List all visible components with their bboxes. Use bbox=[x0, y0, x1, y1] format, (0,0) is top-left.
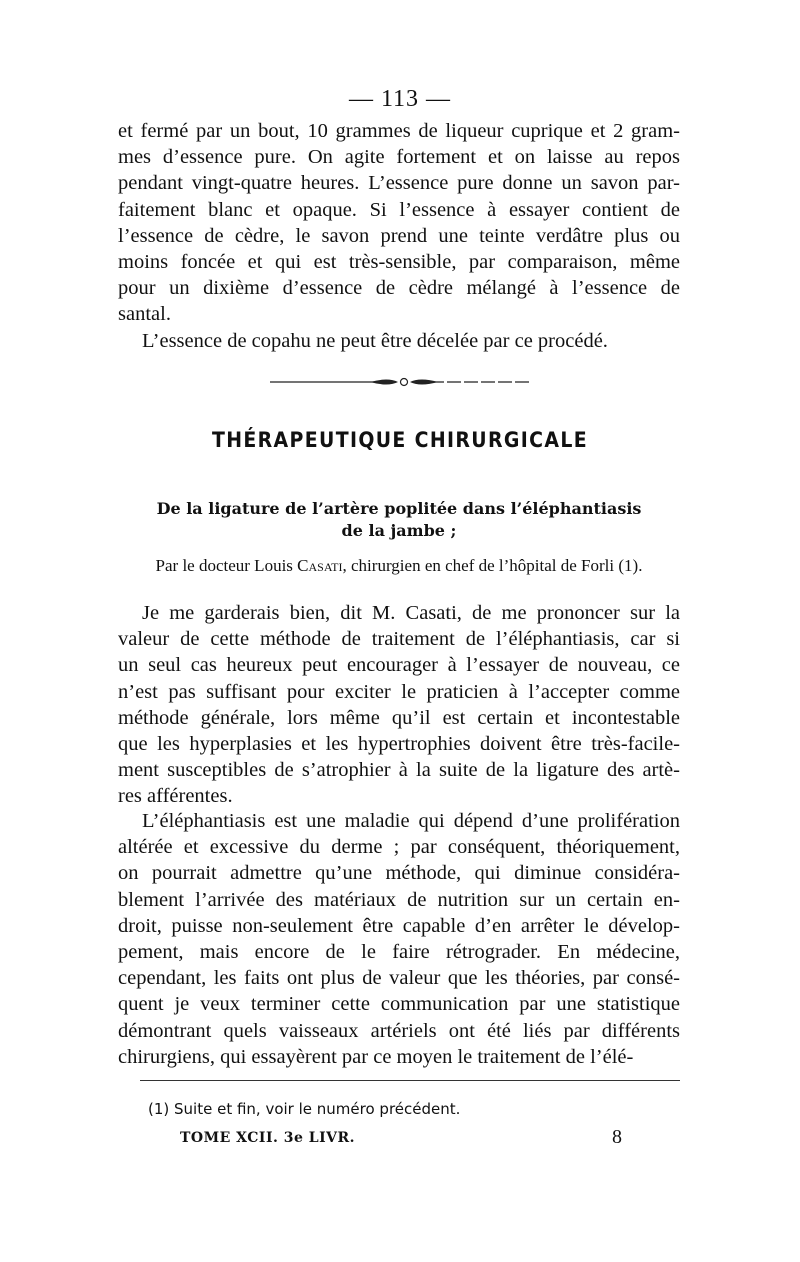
page-number: — 113 — bbox=[348, 86, 452, 112]
printer-signature: TOME XCII. 3e LIVR. bbox=[180, 1130, 356, 1146]
text-line: chirurgiens, qui essayèrent par ce moyen le traitement de l’élé- bbox=[118, 1045, 634, 1068]
text-line: valeur de cette méthode de traitement de l’éléphantiasis, car si bbox=[118, 628, 680, 651]
text-line: cependant, les faits ont plus de valeur que les théories, par consé- bbox=[118, 967, 680, 990]
ornamental-divider bbox=[270, 376, 530, 388]
text-line: pement, mais encore de le faire rétrograder. En médecine, bbox=[118, 941, 680, 964]
text-line: on pourrait admettre qu’une méthode, qui diminue considéra- bbox=[118, 862, 680, 885]
text-line: moins foncée et qui est très-sensible, par comparaison, même bbox=[118, 251, 680, 274]
text-line: l’essence de cèdre, le savon prend une teinte verdâtre plus ou bbox=[118, 224, 680, 247]
text-line: que les hyperplasies et les hypertrophies doivent être très-facile- bbox=[118, 733, 680, 756]
text-line: santal. bbox=[118, 303, 171, 326]
text-line: pour un dixième d’essence de cèdre mélangé à l’essence de bbox=[118, 277, 680, 300]
text-line: Je me garderais bien, dit M. Casati, de me prononcer sur la bbox=[142, 602, 680, 624]
section-title: THÉRAPEUTIQUE CHIRURGICALE bbox=[211, 428, 589, 452]
text-line: blement l’arrivée des matériaux de nutrition sur un certain en- bbox=[118, 888, 680, 911]
text-line: res afférentes. bbox=[118, 785, 233, 808]
text-line: altérée et excessive du derme ; par conséquent, théoriquement, bbox=[118, 836, 680, 859]
text-line: L’éléphantiasis est une maladie qui dépend d’une prolifération bbox=[142, 810, 680, 832]
text-line: et fermé par un bout, 10 grammes de liqueur cuprique et 2 gram- bbox=[118, 120, 680, 142]
text-line: démontrant quels vaisseaux artériels ont été liés par différents bbox=[118, 1019, 680, 1042]
text-line: n’est pas suffisant pour exciter le praticien à l’accepter comme bbox=[118, 680, 680, 703]
intro-paragraph bbox=[118, 118, 680, 354]
article-title-line1: De la ligature de l’artère poplitée dans l’éléphantiasis bbox=[156, 499, 642, 518]
body-paragraph-1 bbox=[118, 600, 680, 810]
text-line: méthode générale, lors même qu’il est certain et incontestable bbox=[118, 706, 680, 729]
footnote: (1) Suite et fin, voir le numéro précédent. bbox=[148, 1100, 461, 1118]
article-byline bbox=[118, 556, 680, 576]
footnote-rule bbox=[140, 1080, 680, 1081]
byline-author: Casati bbox=[297, 556, 343, 575]
byline-prefix: Par le docteur Louis bbox=[155, 556, 298, 575]
text-line: droit, puisse non-seulement être capable d’en arrêter le dévelop- bbox=[118, 914, 680, 937]
text-line: quent je veux terminer cette communication par une statistique bbox=[118, 993, 680, 1016]
article-title bbox=[118, 498, 680, 542]
text-line: pendant vingt-quatre heures. L’essence pure donne un savon par- bbox=[118, 172, 680, 195]
text-line: un seul cas heureux peut encourager à l’essayer de nouveau, ce bbox=[118, 654, 680, 677]
text-line: ment susceptibles de s’atrophier à la suite de la ligature des artè- bbox=[118, 759, 680, 782]
byline-suffix: , chirurgien en chef de l’hôpital de Forli (1). bbox=[342, 556, 643, 575]
text-line: L’essence de copahu ne peut être décelée par ce procédé. bbox=[142, 329, 608, 352]
signature-number: 8 bbox=[612, 1126, 622, 1148]
article-title-line2: de la jambe ; bbox=[341, 521, 457, 540]
text-line: faitement blanc et opaque. Si l’essence à essayer contient de bbox=[118, 198, 680, 221]
text-line: mes d’essence pure. On agite fortement et on laisse au repos bbox=[118, 146, 680, 169]
body-paragraph-2 bbox=[118, 808, 680, 1070]
